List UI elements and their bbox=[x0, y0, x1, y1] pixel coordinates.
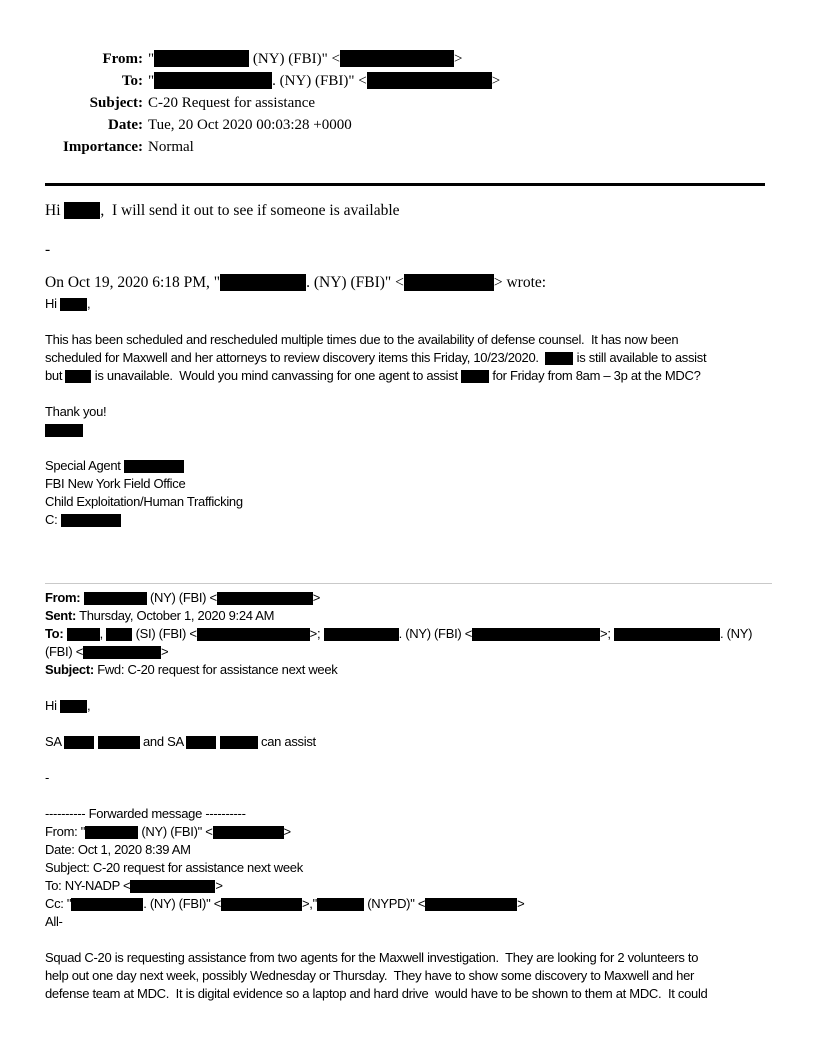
redaction-bar bbox=[106, 628, 132, 641]
redaction-bar bbox=[461, 370, 489, 383]
text-segment: > bbox=[215, 878, 223, 893]
email2-signoff-dash: - bbox=[45, 770, 50, 785]
text-segment: can assist bbox=[257, 734, 316, 749]
text-segment: . (NY) (FBI)" < bbox=[306, 274, 404, 291]
text-segment: (NY) (FBI) < bbox=[146, 590, 217, 605]
text-segment: Cc: " bbox=[45, 896, 72, 911]
redaction-bar bbox=[324, 628, 399, 641]
redaction-bar bbox=[154, 50, 249, 67]
email2-to-line bbox=[45, 625, 771, 643]
text-segment: is still available to assist bbox=[573, 350, 707, 365]
text-segment: Child Exploitation/Human Trafficking bbox=[45, 494, 243, 509]
text-segment: From: " bbox=[45, 824, 86, 839]
redaction-bar bbox=[217, 592, 313, 605]
quoted-reply-paragraph-line bbox=[45, 349, 771, 367]
forwarded-from-line bbox=[45, 823, 771, 841]
header-row-date bbox=[45, 114, 771, 136]
text-segment: >," bbox=[302, 896, 317, 911]
signature-line bbox=[45, 511, 771, 529]
redaction-bar bbox=[130, 880, 215, 893]
redaction-bar bbox=[64, 736, 94, 749]
text-segment: Sent: bbox=[45, 608, 77, 623]
text-segment: Squad C-20 is requesting assistance from two agents for the Maxwell investigation. They are looking for 2 volunteers to bbox=[45, 950, 699, 965]
forwarded-to-line bbox=[45, 877, 771, 895]
from-label: From: bbox=[102, 51, 143, 67]
text-segment: > bbox=[517, 896, 525, 911]
text-segment: Hi bbox=[45, 296, 60, 311]
text-segment: , bbox=[87, 296, 91, 311]
text-segment: Hi bbox=[45, 698, 60, 713]
forwarded-paragraph-line bbox=[45, 967, 771, 985]
text-segment: is unavailable. Would you mind canvassing for one agent to assist bbox=[91, 368, 462, 383]
email1-greeting bbox=[45, 199, 771, 223]
signature-line bbox=[45, 457, 771, 475]
text-segment: . (NY) bbox=[719, 626, 753, 641]
text-segment: Normal bbox=[148, 139, 194, 155]
forwarded-cc-line bbox=[45, 895, 771, 913]
redaction-bar bbox=[340, 50, 454, 67]
from-value bbox=[148, 48, 771, 70]
redaction-bar bbox=[67, 628, 100, 641]
text-segment: Subject: C-20 request for assistance next week bbox=[45, 860, 303, 875]
thread-divider-rule bbox=[45, 583, 772, 584]
text-segment: but bbox=[45, 368, 66, 383]
header-row-subject bbox=[45, 92, 771, 114]
text-segment: FBI New York Field Office bbox=[45, 476, 186, 491]
spacer bbox=[45, 715, 771, 733]
text-segment: help out one day next week, possibly Wednesday or Thursday. They have to show some discovery to Maxwell and her bbox=[45, 968, 695, 983]
signature-line bbox=[45, 493, 771, 511]
text-segment: Tue, 20 Oct 2020 00:03:28 +0000 bbox=[148, 117, 352, 133]
redaction-bar bbox=[213, 826, 284, 839]
text-segment: > bbox=[453, 51, 463, 67]
text-segment: . (NY) (FBI)" < bbox=[272, 73, 367, 89]
email2-greeting bbox=[45, 697, 771, 715]
redaction-bar bbox=[64, 202, 100, 219]
text-segment: , I will send it out to see if someone is available bbox=[100, 202, 400, 219]
email2-header bbox=[45, 589, 771, 679]
forwarded-salutation: All- bbox=[45, 914, 63, 929]
text-segment: Special Agent bbox=[45, 458, 124, 473]
header-divider-rule bbox=[45, 183, 765, 186]
text-segment: (NY) (FBI)" < bbox=[249, 51, 340, 67]
redaction-bar bbox=[98, 736, 140, 749]
text-segment: Thursday, October 1, 2020 9:24 AM bbox=[76, 608, 275, 623]
redaction-bar bbox=[220, 736, 258, 749]
quoted-reply-thanks: Thank you! bbox=[45, 404, 107, 419]
text-segment: for Friday from 8am – 3p at the MDC? bbox=[489, 368, 701, 383]
text-segment: > wrote: bbox=[493, 274, 547, 291]
header-row-importance bbox=[45, 136, 771, 158]
text-segment: > bbox=[161, 644, 169, 659]
redaction-bar bbox=[317, 898, 364, 911]
date-value bbox=[148, 114, 771, 136]
text-segment: Hi bbox=[45, 202, 65, 219]
spacer bbox=[45, 313, 771, 331]
redaction-bar bbox=[614, 628, 720, 641]
text-segment: > bbox=[283, 824, 291, 839]
email1-header bbox=[45, 48, 771, 158]
subject-label: Subject: bbox=[89, 95, 143, 111]
forwarded-divider: ---------- Forwarded message ---------- bbox=[45, 806, 246, 821]
text-segment: . (NY) (FBI) < bbox=[398, 626, 473, 641]
text-segment: C-20 Request for assistance bbox=[148, 95, 316, 111]
email2-from-line bbox=[45, 589, 771, 607]
text-segment: > bbox=[312, 590, 321, 605]
text-segment: (NY) (FBI)" < bbox=[138, 824, 213, 839]
text-segment: >; bbox=[309, 626, 324, 641]
spacer bbox=[45, 439, 771, 457]
redaction-bar bbox=[404, 274, 494, 291]
date-label: Date: bbox=[108, 117, 143, 133]
spacer bbox=[45, 787, 771, 805]
redaction-bar bbox=[61, 514, 121, 527]
text-segment: (SI) (FBI) < bbox=[132, 626, 197, 641]
email2-sent-line bbox=[45, 607, 771, 625]
text-segment: On Oct 19, 2020 6:18 PM, " bbox=[45, 274, 221, 291]
quoted-reply-signature-redaction bbox=[45, 421, 771, 439]
text-segment: To: bbox=[45, 626, 64, 641]
redaction-bar bbox=[154, 72, 272, 89]
text-segment: C: bbox=[45, 512, 61, 527]
redaction-bar bbox=[71, 898, 143, 911]
email2-subject-line bbox=[45, 661, 771, 679]
redaction-bar bbox=[425, 898, 517, 911]
text-segment: To: NY-NADP < bbox=[45, 878, 131, 893]
header-row-to bbox=[45, 70, 771, 92]
redaction-bar bbox=[83, 646, 161, 659]
redaction-bar bbox=[85, 826, 138, 839]
redaction-bar bbox=[65, 370, 91, 383]
text-segment: This has been scheduled and rescheduled multiple times due to the availability of defense counsel. It has now been bbox=[45, 332, 679, 347]
spacer bbox=[45, 385, 771, 403]
quoted-reply-attribution bbox=[45, 271, 771, 295]
text-segment: scheduled for Maxwell and her attorneys to review discovery items this Friday, 10/23/2020. bbox=[45, 350, 546, 365]
quoted-reply-paragraph-line bbox=[45, 331, 771, 349]
spacer bbox=[45, 751, 771, 769]
forwarded-date-line bbox=[45, 841, 771, 859]
text-segment: defense team at MDC. It is digital evidence so a laptop and hard drive would have to be shown to them at MDC. It could bbox=[45, 986, 708, 1001]
text-segment: Subject: bbox=[45, 662, 94, 677]
quoted-reply-greeting bbox=[45, 295, 771, 313]
redaction-bar bbox=[60, 298, 87, 311]
forwarded-subject-line bbox=[45, 859, 771, 877]
redaction-bar bbox=[84, 592, 147, 605]
redaction-bar bbox=[221, 898, 302, 911]
text-segment: SA bbox=[45, 734, 65, 749]
redaction-bar bbox=[60, 700, 87, 713]
text-segment: Date: Oct 1, 2020 8:39 AM bbox=[45, 842, 191, 857]
header-row-from bbox=[45, 48, 771, 70]
redaction-bar bbox=[472, 628, 600, 641]
email2-sa-assist-line bbox=[45, 733, 771, 751]
to-value bbox=[148, 70, 771, 92]
redaction-bar bbox=[197, 628, 310, 641]
text-segment: " bbox=[148, 51, 155, 67]
text-segment: (FBI) < bbox=[45, 644, 83, 659]
redaction-bar bbox=[367, 72, 492, 89]
redaction-bar bbox=[220, 274, 306, 291]
to-label: To: bbox=[121, 73, 143, 89]
forwarded-paragraph-line bbox=[45, 985, 771, 1003]
text-segment: >; bbox=[600, 626, 614, 641]
text-segment: " bbox=[148, 73, 155, 89]
text-segment: From: bbox=[45, 590, 81, 605]
redaction-bar bbox=[124, 460, 184, 473]
text-segment: , bbox=[99, 626, 107, 641]
importance-label: Importance: bbox=[63, 139, 143, 155]
email1-signoff-dash: - bbox=[45, 241, 51, 258]
redaction-bar bbox=[45, 424, 83, 437]
email2-to-line-continued bbox=[45, 643, 771, 661]
text-segment: . (NY) (FBI)" < bbox=[143, 896, 221, 911]
quoted-reply-paragraph-line bbox=[45, 367, 771, 385]
text-segment: > bbox=[491, 73, 501, 89]
subject-value bbox=[148, 92, 771, 114]
text-segment: Fwd: C-20 request for assistance next week bbox=[93, 662, 338, 677]
forwarded-paragraph-line bbox=[45, 949, 771, 967]
redaction-bar bbox=[186, 736, 216, 749]
spacer bbox=[45, 931, 771, 949]
text-segment: , bbox=[87, 698, 91, 713]
importance-value bbox=[148, 136, 771, 158]
text-segment: and SA bbox=[139, 734, 187, 749]
redaction-bar bbox=[545, 352, 573, 365]
spacer bbox=[45, 679, 771, 697]
text-segment: (NYPD)" < bbox=[363, 896, 426, 911]
signature-line bbox=[45, 475, 771, 493]
